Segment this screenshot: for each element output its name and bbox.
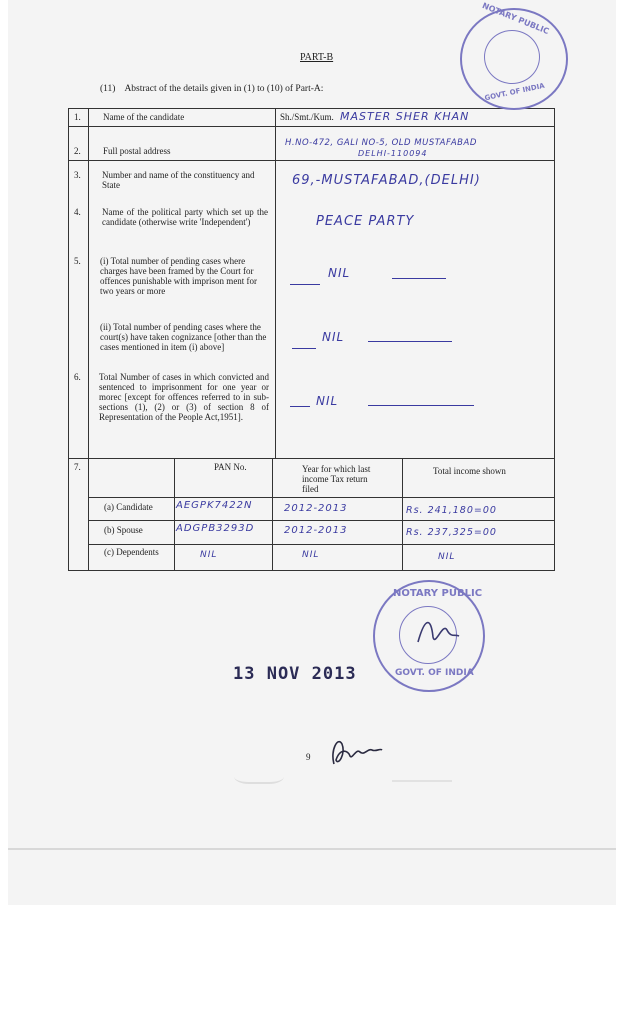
dependents-income: NIL (438, 552, 456, 562)
postal-address-line-2: DELHI-110094 (358, 149, 428, 158)
pending-cases-ii-value: NIL (322, 330, 345, 344)
row-5-label-ii: (ii) Total number of pending cases where the court(s) have taken cognizance [other than the cases mentioned in item (i) above] (100, 322, 267, 352)
row-1-label: Name of the candidate (103, 112, 185, 122)
row-6-number: 6. (74, 372, 81, 382)
abstract-line: (11) Abstract of the details given in (1) to (10) of Part-A: (100, 84, 324, 94)
postal-address-line-1: H.NO-472, GALI NO-5, OLD MUSTAFABAD (285, 138, 477, 148)
candidate-year: 2012-2013 (284, 503, 348, 514)
page-edge (8, 848, 616, 850)
notary-seal-bottom (373, 580, 485, 692)
candidate-name: MASTER SHER KHAN (340, 110, 470, 123)
bleed-through-mark (392, 764, 452, 782)
row-3-number: 3. (74, 170, 81, 180)
candidate-pan: AEGPK7422N (176, 500, 253, 511)
row-5-label-i: (i) Total number of pending cases where charges have been framed by the Court for offences punishable with imprison ment for two years or more (100, 256, 258, 296)
row-4-number: 4. (74, 207, 81, 217)
seal-top-text: NOTARY PUBLIC (480, 0, 551, 37)
page-number: 9 (306, 752, 311, 762)
seal-top-text: NOTARY PUBLIC (393, 588, 483, 599)
candidate-label: (a) Candidate (104, 502, 153, 512)
bleed-through-mark (234, 760, 284, 784)
spouse-pan: ADGPB3293D (176, 523, 255, 534)
candidate-signature (326, 730, 386, 770)
row-1-prefix: Sh./Smt./Kum. (280, 112, 334, 122)
seal-bottom-text: GOVT. OF INDIA (395, 668, 474, 678)
row-3-label: Number and name of the constituency and State (102, 170, 255, 190)
party-value: PEACE PARTY (316, 214, 415, 229)
row-7-number: 7. (74, 462, 81, 472)
nil-dash (392, 278, 446, 279)
spouse-label: (b) Spouse (104, 525, 143, 535)
pending-cases-i-value: NIL (328, 266, 351, 280)
nil-dash (292, 348, 316, 349)
income-header: Total income shown (433, 466, 506, 476)
nil-dash (290, 284, 320, 285)
notary-seal-top (460, 0, 568, 110)
row-2-label: Full postal address (103, 146, 171, 156)
dependents-pan: NIL (200, 550, 218, 560)
row-1-number: 1. (74, 112, 81, 122)
dependents-label: (c) Dependents (104, 547, 159, 557)
spouse-year: 2012-2013 (284, 525, 348, 536)
date-stamp: 13 NOV 2013 (233, 664, 357, 684)
constituency-value: 69,-MUSTAFABAD,(DELHI) (292, 173, 481, 188)
nil-dash (368, 341, 452, 342)
row-6-label: Total Number of cases in which convicted and sentenced to imprisonment for one year or morec [except for offences referred to in sub-sections (1), (2) or (3) of section 8 of Representation of the People Act,1951]. (99, 372, 269, 422)
convicted-cases-value: NIL (316, 394, 339, 408)
notary-signature-scribble (413, 612, 463, 652)
part-heading: PART-B (300, 52, 334, 63)
nil-dash (290, 406, 310, 407)
dependents-year: NIL (302, 550, 320, 560)
row-4-label: Name of the political party which set up the candidate (otherwise write 'Independent') (102, 207, 268, 227)
seal-bottom-text: GOVT. OF INDIA (483, 81, 546, 103)
document-page (8, 0, 616, 905)
row-2-number: 2. (74, 146, 81, 156)
pan-header: PAN No. (214, 462, 247, 472)
year-header: Year for which last income Tax return filed (302, 464, 371, 494)
candidate-income: Rs. 241,180=00 (406, 505, 497, 516)
notary-seal-inner-ring (484, 30, 540, 84)
spouse-income: Rs. 237,325=00 (406, 527, 497, 538)
nil-dash (368, 405, 474, 406)
row-5-number: 5. (74, 256, 81, 266)
